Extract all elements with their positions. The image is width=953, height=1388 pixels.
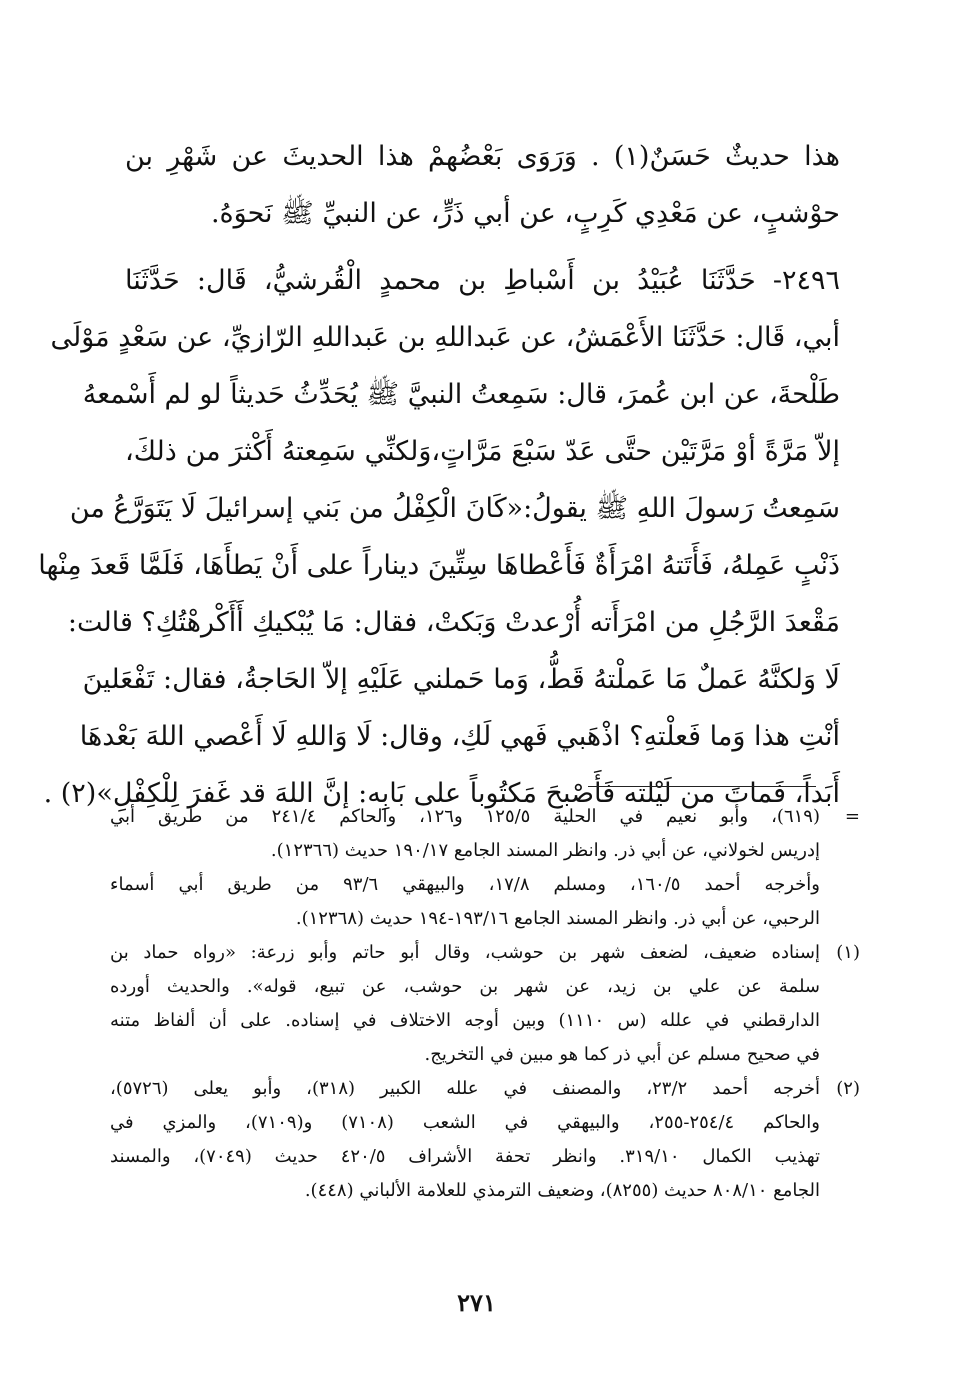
footnote-1 bbox=[110, 936, 860, 1072]
footnote-line: سلمة عن علي بن زيد، عن شهر بن حوشب، عن تبيع، قوله». والحديث أورده bbox=[110, 976, 820, 997]
footnote-marker: (٢) bbox=[836, 1078, 860, 1099]
hadith-2496-line: ٢٤٩٦- حَدَّثَنَا عُبَيْدُ بن أَسْباطِ بن محمدٍ الْقُرشيُّ، قَال: حَدَّثَنَا bbox=[125, 265, 840, 296]
footnote-line: أخرجه أحمد ٢٣/٢، والمصنف في علله الكبير (٣١٨)، وأبو يعلى (٥٧٢٦)، bbox=[110, 1078, 821, 1099]
footnote-line: الدارقطني في علله (س ١١١٠) وبين أوجه الاختلاف في إسناده. على أن ألفاظ متنه bbox=[110, 1010, 821, 1031]
page-number: ٢٧١ bbox=[457, 1288, 496, 1317]
footnote-line: إدريس لخولاني، عن أبي ذر. وانظر المسند الجامع ١٩٠/١٧ حديث (١٢٣٦٦). bbox=[270, 840, 820, 861]
main-line: أَبَداً، فَماتَ من لَيْلته فَأَصْبحَ مَكتُوباً على بَابِه: إنَّ اللهَ قد غَفرَ لِلْكِفْلِ»(٢) . bbox=[43, 778, 840, 809]
main-line: لَا وَلكنَّهُ عَملٌ مَا عَملْتهُ قَطُّ، وَما حَملني عَلَيْهِ إلاّ الحَاجةُ، فقال: تَفْعَلينَ bbox=[82, 664, 840, 695]
main-line: حوْشبٍ، عن مَعْدِي كَرِبٍ، عن أبي ذَرٍّ، عن النبيِّ ﷺ نَحوَهُ. bbox=[210, 198, 840, 229]
main-line: طَلْحةَ، عن ابن عُمرَ، قال: سَمِعتُ النبيَّ ﷺ يُحَدِّثُ حَديثاً لو لم أَسْمعهُ bbox=[82, 379, 840, 410]
footnote-line: والحاكم ٢٥٤/٤-٢٥٥، والبيهقي في الشعب (٧١٠٨) و(٧١٠٩)، والمزي في bbox=[110, 1112, 820, 1133]
footnote-divider bbox=[588, 786, 816, 787]
footnotes bbox=[110, 800, 860, 1208]
footnote-line: (٦١٩)، وأبو نعيم في الحلية ١٢٥/٥ و١٢٦، والحاكم ٢٤١/٤ من طريق أبي bbox=[110, 806, 820, 827]
footnote-2 bbox=[110, 1072, 860, 1208]
footnote-line: الرحبي، عن أبي ذر. وانظر المسند الجامع ١٩٣/١٦-١٩٤ حديث (١٢٣٦٨). bbox=[295, 908, 820, 929]
footnote-line: إسناده ضعيف، لضعف شهر بن حوشب، وقال أبو حاتم وأبو زرعة: «رواه حماد بن bbox=[110, 942, 820, 963]
footnote-marker: (١) bbox=[836, 942, 860, 963]
main-line: ذَنْبٍ عَمِلهُ، فَأَتَتهُ امْرَأَةٌ فَأَعْطاهَا سِتِّينَ ديناراً على أَنْ يَطأَهَا، فَلَمَّا قَعدَ مِنْها bbox=[38, 550, 840, 581]
footnote-line: وأخرجه أحمد ١٦٠/٥، ومسلم ١٧/٨، والبيهقي ٩٣/٦ من طريق أبي أسماء bbox=[110, 874, 820, 895]
main-line: هذا حديثٌ حَسَنٌ(١) . وَرَوَى بَعْضُهمْ هذا الحديثَ عن شَهْرِ بن bbox=[125, 141, 840, 172]
main-text bbox=[38, 128, 840, 822]
footnote-line: في صحيح مسلم عن أبي ذر كما هو مبين في التخريج. bbox=[424, 1044, 820, 1065]
continuation-marker: = bbox=[844, 806, 860, 827]
main-line: سَمِعتُ رَسولَ اللهِ ﷺ يقولُ:«كَانَ الْكِفْلُ من بَني إسرائيلَ لَا يَتَوَرَّعُ من bbox=[69, 493, 840, 524]
footnote-line: تهذيب الكمال ٣١٩/١٠. وانظر تحفة الأشراف ٤٢٠/٥ حديث (٧٠٤٩)، والمسند bbox=[110, 1146, 821, 1167]
footnote-continuation bbox=[110, 800, 860, 936]
main-line: أبي، قَال: حَدَّثَنَا الأَعْمَشُ، عن عَبداللهِ بن عَبداللهِ الرّازيِّ، عن سَعْدٍ مَوْلَى bbox=[50, 322, 840, 353]
main-line: مَقْعدَ الرَّجُلِ من امْرَأَته أُرْعدتْ وَبَكتْ، فقال: مَا يُبْكيكِ أَأَكْرهْتُكِ؟ قالت: bbox=[67, 607, 840, 638]
main-line: إلاّ مَرَّةً أوْ مَرَّتَيْن حتَّى عَدّ سَبْعَ مَرَّاتٍ،وَلكنِّي سَمِعتهُ أَكْثرَ من ذلكَ، bbox=[125, 436, 840, 467]
footnote-line: الجامع ٨٠٨/١٠ حديث (٨٢٥٥)، وضعيف الترمذي للعلامة الألباني (٤٤٨). bbox=[304, 1180, 820, 1201]
main-line: أنْتِ هذا وَما فَعلْتهِ؟ اذْهَبي فَهي لَكِ، وقال: لَا وَاللهِ لَا أَعْصي اللهَ بَعْدهَا bbox=[79, 721, 840, 752]
